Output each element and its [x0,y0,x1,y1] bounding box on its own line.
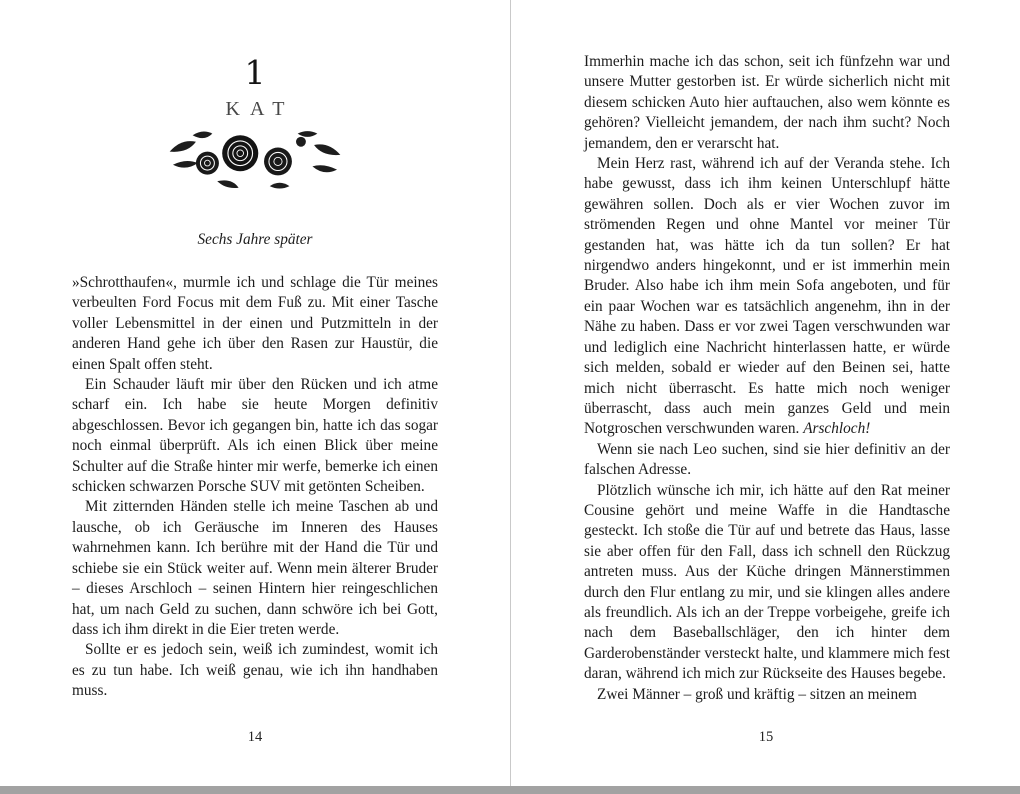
paragraph: Mein Herz rast, während ich auf der Veranda stehe. Ich habe gewusst, dass ich ihm keinen Unterschlupf hätte gewähren sollen. Doch als er vier Wochen zuvor im strömenden Regen und ohne Mantel vor meiner Tür gestanden hat, was hätte ich da tun sollen? Er hat nirgendwo anders hingekonnt, und er ist immerhin mein Bruder. Also habe ich ihm mein Sofa angeboten, und für ein paar Wochen war es tatsächlich angenehm, ihn in der Nähe zu haben. Dass er vor zwei Tagen verschwunden war und lediglich eine Nachricht hinterlassen hatte, er würde sich melden, sobald er wieder auf den Beinen sei, hatte mich nicht überrascht. Es hatte mich noch weniger überrascht, dass auch mein ganzes Geld und mein Notgroschen verschwunden waren. Arschloch! [584,155,950,438]
right-page-text-column [584,52,950,705]
right-page [511,0,1020,786]
left-page-text-column [72,0,438,702]
chapter-number: 1 [244,53,266,92]
paragraph: Mit zitternden Händen stelle ich meine Taschen ab und lausche, ob ich Geräusche im Inneren des Hauses wahrnehmen kann. Ich berühre mit der Hand die Tür und schiebe sie ein Stück weiter auf. Wenn mein älterer Bruder – dieses Arschloch – seinen Hintern hier reingeschlichen hat, um nach Geld zu suchen, dann schwöre ich bei Gott, dass ich ihm direkt in die Eier treten werde. [72,498,438,638]
flower-ornament-icon [163,127,347,191]
chapter-head [72,0,438,191]
paragraph: Wenn sie nach Leo suchen, sind sie hier definitiv an der falschen Adresse. [584,440,950,479]
paragraph: Ein Schauder läuft mir über den Rücken und ich atme scharf ein. Ich habe sie heute Morgen definitiv abgeschlossen. Bevor ich gegangen bin, hatte ich das sogar noch einmal überprüft. Als ich einen Blick über meine Schulter auf die Straße hinter mir werfe, bemerke ich einen schicken schwarzen Porsche SUV mit getönten Scheiben. [72,376,438,496]
left-page-number: 14 [247,729,263,745]
paragraph: Sollte er es jedoch sein, weiß ich zumindest, womit ich es zu tun habe. Ich weiß genau, wie ich ihn handhaben muss. [72,641,438,700]
chapter-title: KAT [225,98,295,120]
chapter-subtitle: Sechs Jahre später [197,231,313,248]
right-page-number: 15 [758,729,774,745]
paragraph: Plötzlich wünsche ich mir, ich hätte auf den Rat meiner Cousine gehört und meine Waffe in die Handtasche gesteckt. Ich stoße die Tür auf und betrete das Haus, lasse sie aber offen für den Fall, dass ich schnell den Rückzug antreten muss. Aus der Küche dringen Männerstimmen durch den Flur entlang zu mir, und sie klingen alles andere als freundlich. Als ich an der Treppe vorbeigehe, greife ich nach dem Baseballschläger, den ich hinter dem Garderobenständer versteckt halte, und klammere mich fest daran, während ich mich zur Rückseite des Hauses begebe. [584,481,950,683]
paragraph: Immerhin mache ich das schon, seit ich fünfzehn war und unsere Mutter gestorben ist. Er würde sicherlich nicht mit diesem schicken Auto hier auftauchen, also wem könnte es gehören? Vielleicht jemandem, der nach ihm sucht? Noch jemandem, den er verarscht hat. [584,53,950,152]
bottom-gray-bar [0,786,1020,794]
paragraph: Zwei Männer – groß und kräftig – sitzen an meinem [597,685,917,703]
right-page-body [584,52,950,705]
left-page [0,0,510,786]
paragraph: »Schrotthaufen«, murmle ich und schlage die Tür meines verbeulten Ford Focus mit dem Fuß zu. Mit einer Tasche voller Lebensmittel in der einen und Putzmitteln in der anderen Hand gehe ich über den Rasen zur Haustür, die einen Spalt offen steht. [72,274,438,373]
left-page-body [72,273,438,702]
page-gutter-divider [510,0,511,786]
